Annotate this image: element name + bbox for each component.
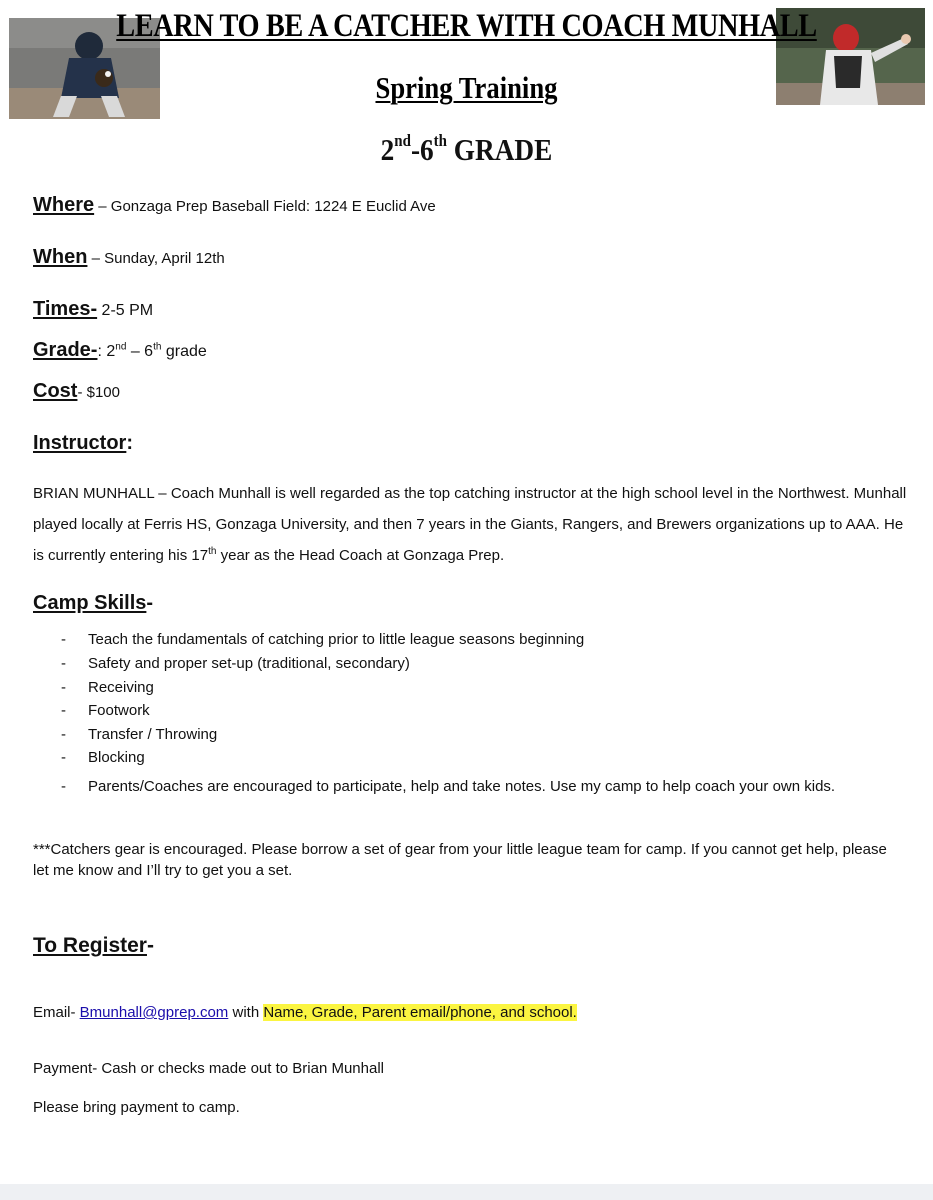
where-value: – Gonzaga Prep Baseball Field: 1224 E Euclid Ave	[94, 198, 436, 215]
gear-note: ***Catchers gear is encouraged. Please borrow a set of gear from your little league team for camp. If you cannot get help, please let me know and I’ll try to get you a set.	[33, 841, 887, 879]
times-line	[33, 298, 153, 321]
instructor-bio: BRIAN MUNHALL – Coach Munhall is well regarded as the top catching instructor at the high school level in the Northwest. Munhall played locally at Ferris HS, Gonzaga University, and then 7 years in the Giants, Rangers, and Brewers organizations up to AAA. He is currently entering his 17th year as the Head Coach at Gonzaga Prep.	[33, 485, 907, 564]
camp-skills-heading: Camp Skills-	[33, 592, 154, 614]
grade-line	[33, 339, 207, 362]
flyer-subtitle: Spring Training	[375, 70, 558, 105]
where-line	[33, 194, 436, 217]
times-value: 2-5 PM	[97, 302, 154, 319]
register-heading: To Register-	[33, 934, 154, 957]
email-instructions-highlight: Name, Grade, Parent email/phone, and school.	[263, 1004, 577, 1021]
times-label: Times-	[33, 298, 98, 320]
cost-label: Cost	[33, 380, 78, 402]
when-value: – Sunday, April 12th	[87, 250, 225, 267]
email-line: Email- Bmunhall@gprep.com with Name, Grade, Parent email/phone, and school.	[33, 1004, 577, 1021]
payment-line: Payment- Cash or checks made out to Brian Munhall	[33, 1060, 384, 1077]
grade-label: Grade-	[33, 339, 98, 361]
cost-value: - $100	[77, 384, 120, 401]
where-label: Where	[33, 194, 95, 216]
bring-payment-line: Please bring payment to camp.	[33, 1099, 240, 1116]
grade-heading: 2nd-6th GRADE	[380, 130, 553, 167]
flyer-title: LEARN TO BE A CATCHER WITH COACH MUNHALL	[116, 8, 817, 44]
flyer-page: LEARN TO BE A CATCHER WITH COACH MUNHALL Spring Training 2nd-6th GRADE Where – Gonzaga Prep Baseball Field: 1224 E Euclid Ave When – Sunday, April 12th Times- 2-5 PM Grade-: 2nd – 6th grade Cost- $100 Instructor: BRIAN MUNHALL – Coach Munhall is well regarded as the top catching instructor at the high school level in the Northwest. Munhall played locally at Ferris HS, Gonzaga University, and then 7 years in the Giants, Rangers, and Brewers organizations up to AAA. He is currently entering his 17th year as the Head Coach at Gonzaga Prep. Camp Skills- - Teach the fundamentals of catching prior to little league seasons beginning - Safety and proper set-up (traditional, secondary) - Receiving - Footwork - Transfer / Throwing - Blocking - Parents/Coaches are encouraged to participate, help and take notes. Use my camp to help coach your own kids. ***Catchers gear is encouraged. Please borrow a set of gear from your little league team for camp. If you cannot get help, please let me know and I’ll try to get you a set. To Register- Email- Bmunhall@gprep.com with Name, Grade, Parent email/phone, and school. Payment- Cash or checks made out to Brian Munhall Please bring payment to camp.	[0, 0, 933, 1184]
email-link[interactable]: Bmunhall@gprep.com	[79, 1004, 229, 1021]
when-label: When	[33, 246, 88, 268]
cost-line	[33, 380, 120, 403]
when-line	[33, 246, 225, 269]
viewer-bottom-bar	[0, 1184, 933, 1200]
grade-value: : 2nd – 6th grade	[97, 341, 207, 360]
instructor-heading: Instructor:	[33, 432, 134, 454]
